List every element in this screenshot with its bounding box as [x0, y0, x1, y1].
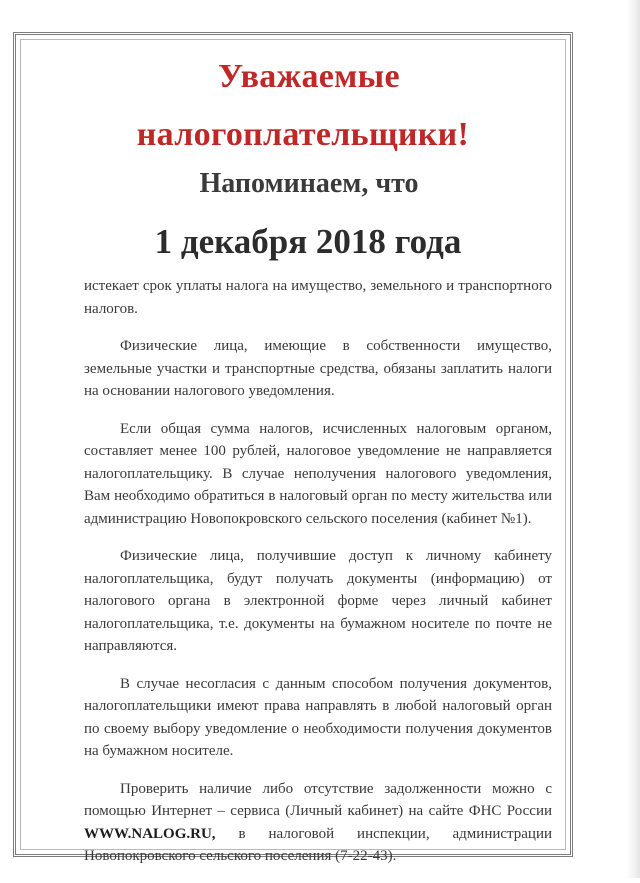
paragraph-1: истекает срок уплаты налога на имущество, земельного и транспортного налогов. [84, 278, 552, 317]
paragraph-4: Физические лица, получившие доступ к личному кабинету налогоплательщика, будут получать документы (информацию) от налогового органа в электронной форме через личный кабинет налогоплательщика, т.е. документы на бумажном носителе по почте не направляются. [84, 548, 552, 654]
title-line-1: Уважаемые [218, 58, 400, 95]
paragraph-5: В случае несогласия с данным способом получения документов, налогоплательщики имеют права направлять в любой налоговый орган по своему выбору уведомление о необходимости получения документов на бумажном носителе. [84, 675, 552, 759]
paragraph-3: Если общая сумма налогов, исчисленных налоговым органом, составляет менее 100 рублей, налоговое уведомление не направляется налогоплательщику. В случае неполучения налогового уведомления, Вам необходимо обратиться в налоговый орган по месту жительства или администрацию Новопокровского сельского поселения (кабинет №1). [84, 420, 552, 527]
fns-website-link[interactable]: WWW.NALOG.RU, [84, 825, 216, 842]
deadline-date: 1 декабря 2018 года [154, 222, 462, 261]
paragraph-6 [84, 778, 552, 868]
title-line-2: налогоплательщики! [136, 116, 470, 153]
paragraph-6-start: Проверить наличие либо отсутствие задолженности можно с помощью Интернет – сервиса (Личный кабинет) на сайте ФНС России [84, 780, 552, 819]
paragraph-6-end: в налоговой инспекции, администрации Новопокровского сельского поселения (7-22-43). [84, 825, 553, 864]
subtitle: Напоминаем, что [199, 168, 419, 199]
header-block [84, 58, 552, 262]
page-edge-shadow [626, 0, 640, 878]
notice-body [84, 275, 552, 883]
paragraph-2: Физические лица, имеющие в собственности имущество, земельные участки и транспортные средства, обязаны заплатить налоги на основании налогового уведомления. [84, 338, 552, 399]
